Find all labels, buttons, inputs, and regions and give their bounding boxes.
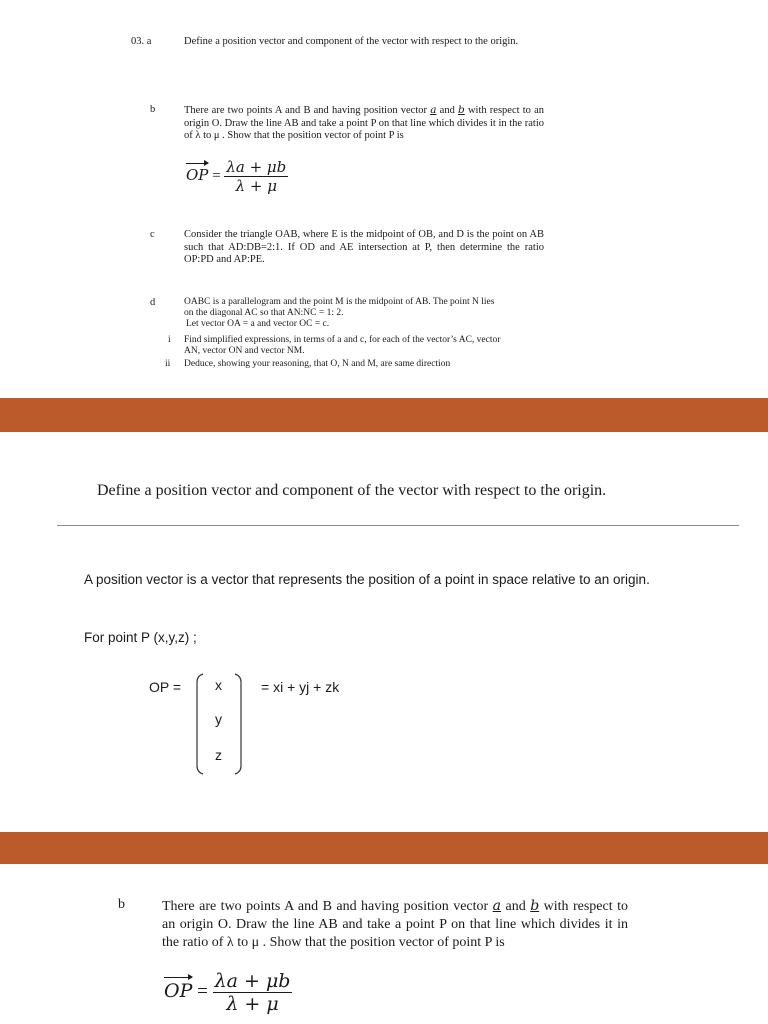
slide3-and: and <box>501 899 531 914</box>
slide3-question-number: b <box>118 897 125 912</box>
slide3-formula-fraction <box>213 970 293 1015</box>
vector-a-label: a <box>430 104 437 116</box>
question-d-ii-text: Deduce, showing your reasoning, that O, N and M, are same direction <box>184 359 451 369</box>
formula-denominator: λ + μ <box>235 177 277 195</box>
question-d-line3: Let vector OA = a and vector OC = c. <box>186 319 330 329</box>
formula-numerator: λa + μb <box>226 158 287 176</box>
slide3-text-post: with respect to an origin O. Draw the line AB and take a point P on that line which divides it in the ratio of λ to μ . Show that the position vector of point P is <box>162 899 628 950</box>
question-d-i-text <box>184 335 544 357</box>
section-divider-band-2 <box>0 832 768 864</box>
formula-equals: = <box>212 167 221 184</box>
slide3-formula <box>164 970 292 1015</box>
heading-underline <box>57 525 739 526</box>
question-number-03a: 03. a <box>131 36 152 47</box>
question-c-text: Consider the triangle OAB, where E is the midpoint of OB, and D is the point on AB such that AD:DB=2:1. If OD and AE intersection at P, then determine the ratio OP:PD and AP:PE. <box>184 229 544 265</box>
slide-heading: Define a position vector and component of the vector with respect to the origin. <box>97 482 607 499</box>
right-bracket <box>235 674 241 774</box>
slide3-vector-a: a <box>492 898 502 914</box>
slide3-formula-numerator: λa + μb <box>214 970 291 992</box>
question-d-i-num: i <box>168 335 171 345</box>
slide3-formula-equals: = <box>197 980 208 1002</box>
slide3-formula-lhs <box>164 980 192 1002</box>
question-number-d: d <box>150 297 156 308</box>
question-number-c: c <box>150 229 155 240</box>
formula-fraction <box>224 158 288 195</box>
definition-text: A position vector is a vector that represents the position of a point in space relative to an origin. <box>84 572 650 587</box>
question-number-b: b <box>150 104 156 115</box>
question-03a-text: Define a position vector and component of the vector with respect to the origin. <box>184 36 519 47</box>
question-d-text <box>184 297 544 330</box>
formula-op-top <box>186 158 288 195</box>
question-b-text-post: with respect to an origin O. Draw the line AB and take a point P on that line which divides it in the ratio of λ to μ . Show that the position vector of point P is <box>184 105 544 141</box>
slide3-formula-lhs-text: OP <box>164 979 193 1002</box>
question-d-line2: on the diagonal AC so that AN:NC = 1: 2. <box>184 308 344 318</box>
question-b-text <box>184 104 544 143</box>
vector-arrow <box>186 163 208 166</box>
formula-lhs <box>186 166 208 184</box>
question-d-i-line2: AN, vector ON and vector NM. <box>184 346 305 356</box>
slide3-text-pre: There are two points A and B and having position vector <box>162 899 493 914</box>
left-bracket <box>197 674 203 774</box>
slide3-formula-denominator: λ + μ <box>226 993 279 1015</box>
vector-y: y <box>215 711 222 727</box>
slide3-question-text <box>162 897 628 952</box>
vector-b-label: b <box>458 104 465 116</box>
op-label: OP = <box>149 679 182 695</box>
question-d-line1: OABC is a parallelogram and the point M is the midpoint of AB. The point N lies <box>184 297 495 307</box>
question-d-i-line1: Find simplified expressions, in terms of a and c, for each of the vector’s AC, vector <box>184 335 501 345</box>
formula-lhs-text: OP <box>186 165 209 184</box>
section-divider-band <box>0 398 768 432</box>
vector-x: x <box>215 677 222 693</box>
question-b-and: and <box>436 105 459 116</box>
vector-z: z <box>215 747 222 763</box>
slide3-vector-arrow <box>164 977 192 980</box>
question-b-text-pre: There are two points A and B and having position vector <box>184 105 431 116</box>
slide3-vector-b: b <box>530 898 540 914</box>
question-d-ii-num: ii <box>165 359 171 369</box>
point-label: For point P (x,y,z) ; <box>84 630 197 645</box>
component-form: = xi + yj + zk <box>261 679 340 695</box>
